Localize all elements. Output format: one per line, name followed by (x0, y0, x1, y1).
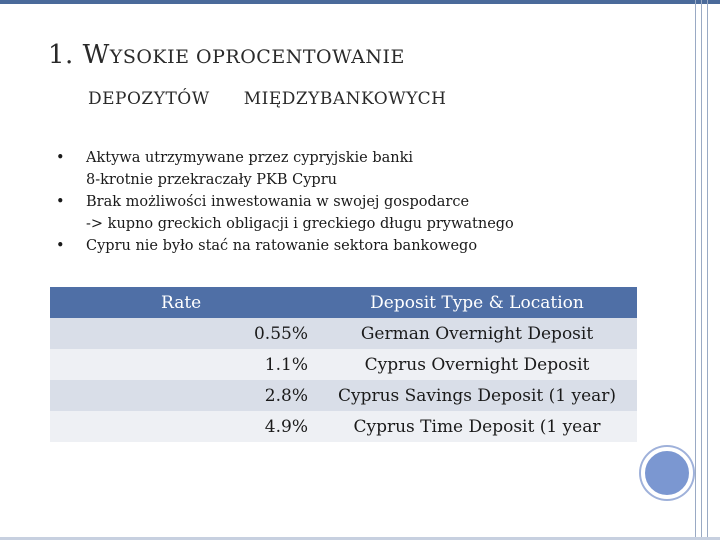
bullet-item (56, 235, 596, 257)
subtitle-left: DEPOZYTÓW (88, 89, 210, 109)
title-rest: YSOKIE OPROCENTOWANIE (109, 46, 405, 68)
slide-subtitle (88, 89, 446, 109)
bullet-line: Cypru nie było stać na ratowanie sektora bankowego (86, 238, 478, 254)
bullet-line: Brak możliwości inwestowania w swojej gospodarce (86, 194, 470, 210)
bullet-item (56, 147, 596, 191)
bullet-line: Aktywa utrzymywane przez cypryjskie banki (86, 150, 414, 166)
deposit-type-cell: Cyprus Overnight Deposit (317, 349, 637, 380)
table-row (50, 318, 637, 349)
rate-cell: 2.8% (50, 380, 317, 411)
deposit-type-cell: Cyprus Savings Deposit (1 year) (317, 380, 637, 411)
rate-cell: 1.1% (50, 349, 317, 380)
deposit-type-cell: German Overnight Deposit (317, 318, 637, 349)
right-border-lines (692, 0, 720, 540)
table-row (50, 380, 637, 411)
deposit-type-cell: Cyprus Time Deposit (1 year (317, 411, 637, 442)
table-header-row (50, 287, 637, 318)
bullet-line: 8-krotnie przekraczały PKB Cypru (86, 172, 337, 188)
title-prefix: 1. W (48, 40, 110, 70)
bullet-item (56, 191, 596, 235)
subtitle-right: MIĘDZYBANKOWYCH (243, 89, 447, 109)
bullet-list (56, 147, 596, 257)
slide-title (48, 40, 405, 70)
deposit-rates-table (50, 287, 637, 442)
decorative-circle (641, 447, 693, 499)
table-row (50, 411, 637, 442)
header-deposit-type: Deposit Type & Location (317, 287, 637, 318)
rate-cell: 4.9% (50, 411, 317, 442)
header-rate: Rate (50, 287, 317, 318)
table-row (50, 349, 637, 380)
top-rule (0, 0, 720, 4)
rate-cell: 0.55% (50, 318, 317, 349)
bullet-line: -> kupno greckich obligacji i greckiego długu prywatnego (86, 216, 514, 232)
